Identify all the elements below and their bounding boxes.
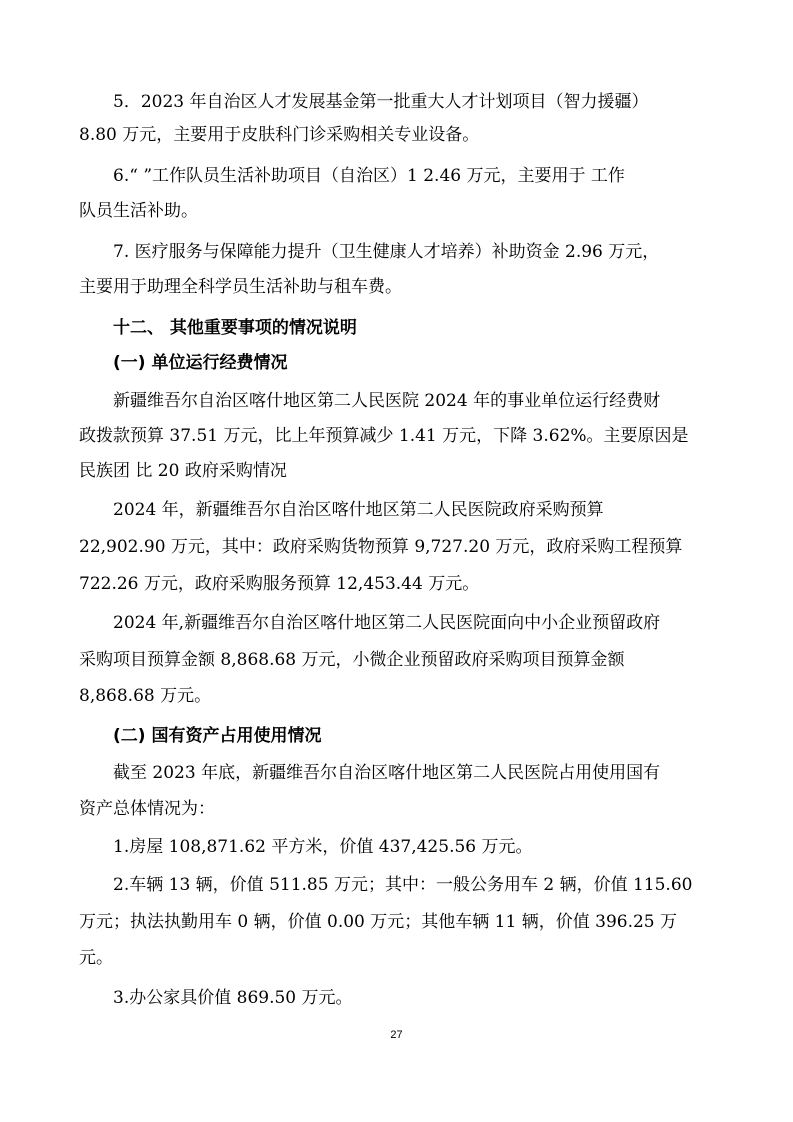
paragraph-line: 8,868.68 万元。 — [79, 686, 212, 706]
page-number: 27 — [390, 1029, 403, 1041]
paragraph-line: 2.车辆 13 辆，价值 511.85 万元；其中：一般公务用车 2 辆，价值 115.60 — [113, 875, 693, 895]
paragraph-line: 722.26 万元，政府采购服务预算 12,453.44 万元。 — [79, 574, 480, 594]
paragraph-line: 主要用于助理全科学员生活补助与租车费。 — [79, 277, 402, 297]
paragraph-line: 元。 — [79, 948, 113, 968]
paragraph-line: 队员生活补助。 — [79, 201, 198, 221]
paragraph-line: 7. 医疗服务与保障能力提升（卫生健康人才培养）补助资金 2.96 万元， — [113, 242, 660, 262]
paragraph-line: 民族团 比 20 政府采购情况 — [79, 461, 287, 481]
paragraph-line: 政拨款预算 37.51 万元，比上年预算减少 1.41 万元，下降 3.62%。主要原因是 — [79, 426, 689, 446]
paragraph-line: 资产总体情况为： — [79, 799, 215, 819]
paragraph-line: 新疆维吾尔自治区喀什地区第二人民医院 2024 年的事业单位运行经费财 — [113, 391, 661, 411]
subsection-heading: (二) 国有资产占用使用情况 — [113, 726, 322, 746]
section-heading: 十二、 其他重要事项的情况说明 — [113, 318, 357, 338]
paragraph-line: 1.房屋 108,871.62 平方米，价值 437,425.56 万元。 — [113, 837, 533, 857]
subsection-heading: (一) 单位运行经费情况 — [113, 353, 288, 373]
paragraph-line: 2024 年,新疆维吾尔自治区喀什地区第二人民医院面向中小企业预留政府 — [113, 613, 661, 633]
paragraph-line: 22,902.90 万元，其中：政府采购货物预算 9,727.20 万元，政府采购工程预算 — [79, 537, 683, 557]
paragraph-line: 采购项目预算金额 8,868.68 万元，小微企业预留政府采购项目预算金额 — [79, 650, 625, 670]
paragraph-line: 3.办公家具价值 869.50 万元。 — [113, 988, 353, 1008]
paragraph-line: 截至 2023 年底，新疆维吾尔自治区喀什地区第二人民医院占用使用国有 — [113, 763, 661, 783]
paragraph-line: 6.“ ”工作队员生活补助项目（自治区）1 2.46 万元，主要用于 工作 — [113, 166, 625, 186]
paragraph-line: 2024 年，新疆维吾尔自治区喀什地区第二人民医院政府采购预算 — [113, 500, 604, 520]
paragraph-line: 万元；执法执勤用车 0 辆，价值 0.00 万元；其他车辆 11 辆，价值 396.25 万 — [79, 912, 678, 932]
paragraph-line: 5．2023 年自治区人才发展基金第一批重大人才计划项目（智力援疆） — [113, 92, 649, 112]
paragraph-line: 8.80 万元，主要用于皮肤科门诊采购相关专业设备。 — [79, 125, 480, 145]
